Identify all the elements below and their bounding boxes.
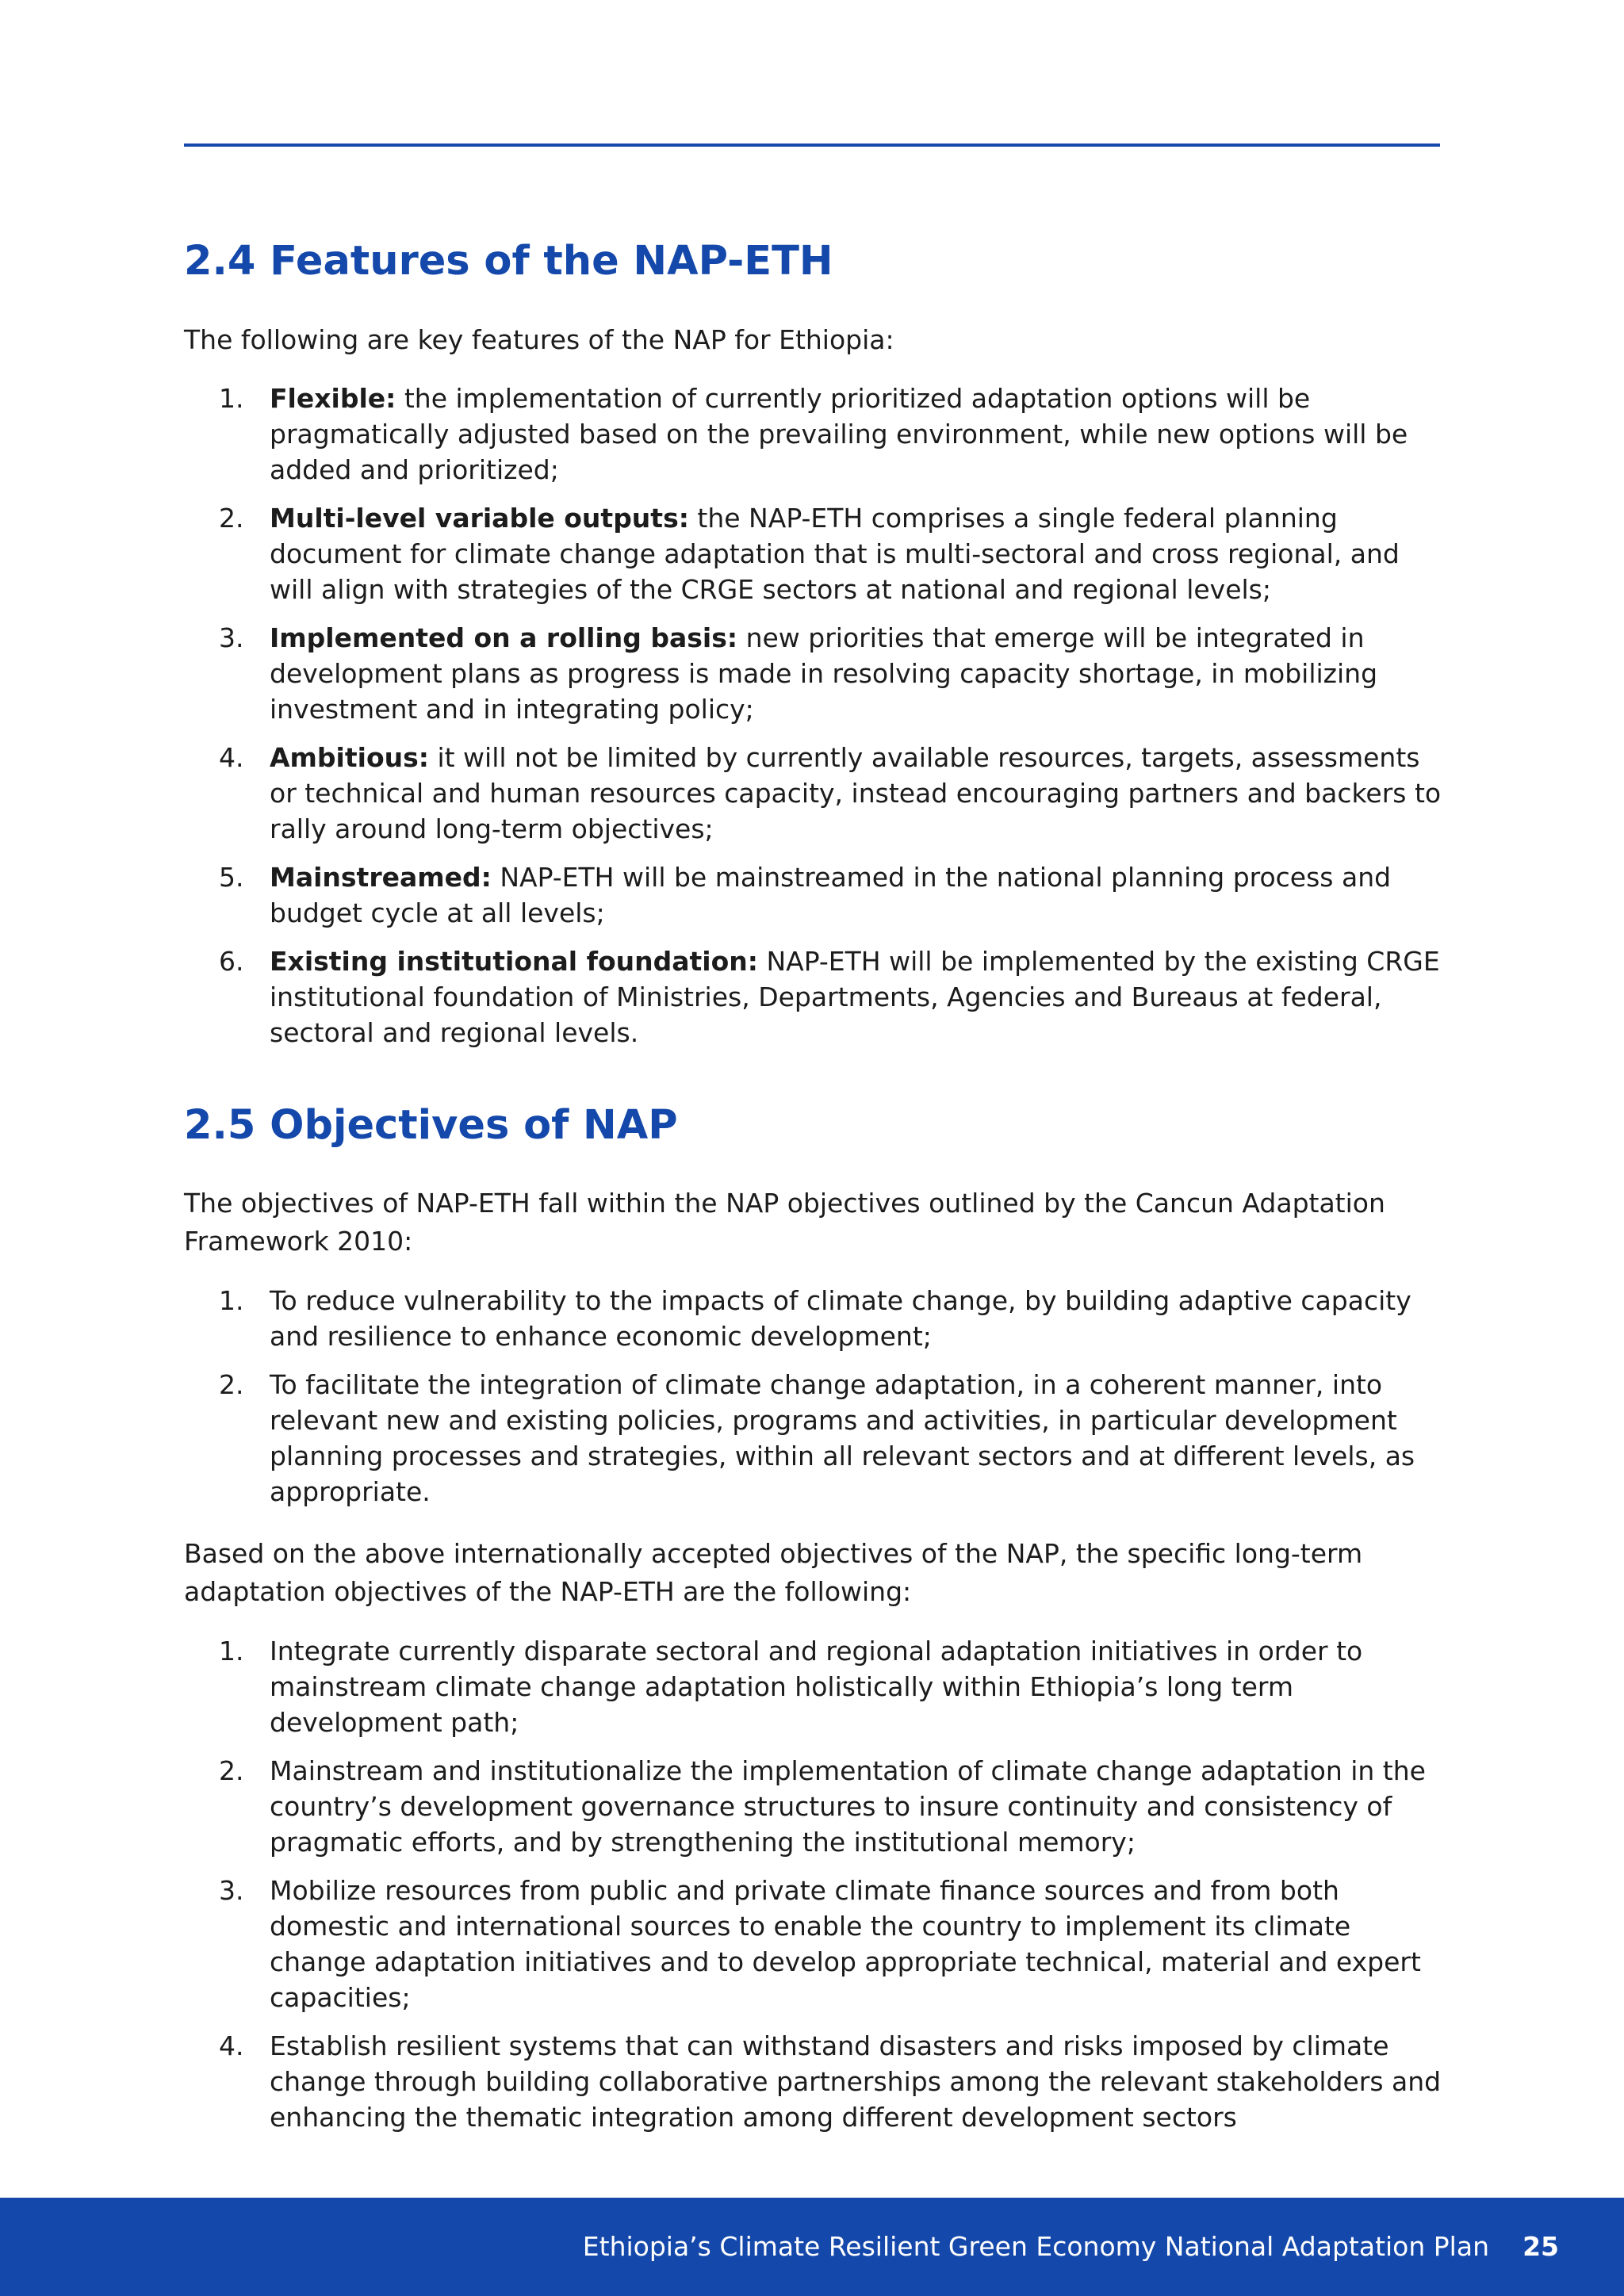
long-term-objective-text: Integrate currently disparate sectoral and regional adaptation initiatives in order to mainstream climate change adaptation holistically within Ethiopia’s long term development path; (270, 1636, 1363, 1738)
list-item (184, 1633, 1445, 1740)
objective-text: To reduce vulnerability to the impacts of climate change, by building adaptive capacity and resilience to enhance economic development; (270, 1285, 1411, 1352)
footer-document-title: Ethiopia’s Climate Resilient Green Economy National Adaptation Plan (582, 2231, 1489, 2262)
list-number: 2. (219, 503, 244, 534)
list-number: 4. (219, 742, 244, 773)
page-footer (0, 2198, 1624, 2296)
list-item (184, 859, 1445, 931)
section-heading-objectives: 2.5 Objectives of NAP (184, 1102, 678, 1149)
list-item (184, 620, 1445, 727)
list-item (184, 740, 1445, 847)
page-number: 25 (1522, 2231, 1559, 2262)
feature-term: Ambitious: (270, 742, 429, 773)
objectives-intro: The objectives of NAP-ETH fall within the NAP objectives outlined by the Cancun Adaptation Framework 2010: (184, 1188, 1385, 1257)
list-item (184, 2028, 1445, 2135)
list-number: 4. (219, 2030, 244, 2061)
objectives-list (184, 1283, 1445, 1510)
long-term-objective-text: Establish resilient systems that can withstand disasters and risks imposed by climate change through building collaborative partnerships among the relevant stakeholders and enhancing the thematic integration among different development sectors (270, 2030, 1442, 2133)
list-number: 3. (219, 1875, 244, 1906)
feature-term: Mainstreamed: (270, 862, 492, 893)
long-term-objective-text: Mobilize resources from public and private climate finance sources and from both domestic and international sources to enable the country to implement its climate change adaptation initiatives and to develop appropriate technical, material and expert capacities; (270, 1875, 1421, 2013)
objective-text: To facilitate the integration of climate change adaptation, in a coherent manner, into relevant new and existing policies, programs and activities, in particular development planning processes and strategies, within all relevant sectors and at different levels, as appropriate. (270, 1369, 1415, 1507)
top-divider (184, 144, 1440, 147)
feature-text: NAP-ETH will be mainstreamed in the national planning process and budget cycle at all levels; (270, 862, 1392, 928)
feature-text: new priorities that emerge will be integrated in development plans as progress is made in resolving capacity shortage, in mobilizing investment and in integrating policy; (270, 622, 1378, 725)
long-term-objective-text: Mainstream and institutionalize the implementation of climate change adaptation in the country’s development governance structures to insure continuity and consistency of pragmatic efforts, and by strengthening the institutional memory; (270, 1755, 1426, 1858)
list-item (184, 1753, 1445, 1860)
long-term-intro: Based on the above internationally accepted objectives of the NAP, the specific long-term adaptation objectives of the NAP-ETH are the following: (184, 1538, 1363, 1607)
list-item (184, 1873, 1445, 2015)
page-content (184, 236, 1445, 2135)
list-item (184, 1283, 1445, 1354)
feature-term: Existing institutional foundation: (270, 946, 758, 977)
long-term-objectives-list (184, 1633, 1445, 2135)
feature-term: Implemented on a rolling basis: (270, 622, 738, 653)
feature-term: Flexible: (270, 383, 396, 414)
list-number: 3. (219, 622, 244, 653)
feature-term: Multi-level variable outputs: (270, 503, 689, 534)
features-list (184, 381, 1445, 1050)
list-number: 1. (219, 1636, 244, 1667)
section-heading-features: 2.4 Features of the NAP-ETH (184, 238, 833, 285)
feature-text: it will not be limited by currently available resources, targets, assessments or technical and human resources capacity, instead encouraging partners and backers to rally around long-term objectives; (270, 742, 1442, 844)
list-number: 2. (219, 1755, 244, 1786)
list-number: 1. (219, 383, 244, 414)
feature-text: the NAP-ETH comprises a single federal planning document for climate change adaptation that is multi-sectoral and cross regional, and will align with strategies of the CRGE sectors at national and regional levels; (270, 503, 1400, 605)
list-item (184, 381, 1445, 488)
feature-text: NAP-ETH will be implemented by the existing CRGE institutional foundation of Ministries, Departments, Agencies and Bureaus at federal, sectoral and regional levels. (270, 946, 1440, 1048)
list-item (184, 1367, 1445, 1510)
list-number: 5. (219, 862, 244, 893)
list-item (184, 500, 1445, 607)
list-number: 1. (219, 1285, 244, 1316)
features-intro: The following are key features of the NAP for Ethiopia: (184, 324, 894, 355)
list-number: 6. (219, 946, 244, 977)
list-number: 2. (219, 1369, 244, 1400)
feature-text: the implementation of currently prioritized adaptation options will be pragmatically adjusted based on the prevailing environment, while new options will be added and prioritized; (270, 383, 1408, 485)
list-item (184, 943, 1445, 1050)
